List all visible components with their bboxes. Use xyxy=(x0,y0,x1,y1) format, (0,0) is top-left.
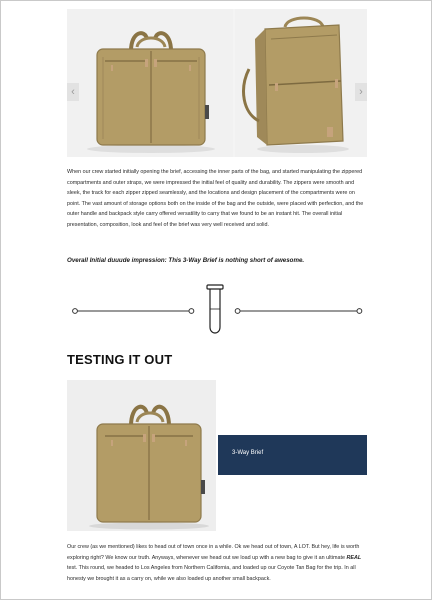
chevron-left-icon: ‹ xyxy=(71,86,75,98)
feature-label-box xyxy=(218,435,367,475)
feature-bag-image xyxy=(67,380,216,531)
emphasis-text: REAL xyxy=(346,554,362,561)
paragraph-text: test. This round, we headed to Los Angeles from Northern California, and loaded up our Coyote Tan Bag for the trip. In all honesty we brought it as a carry on, while we also loaded up another small backpack. xyxy=(67,565,356,582)
article-paragraph: When our crew started initially opening the brief, accessing the inner parts of the bag, and started manipulating the zippered compartments and outer straps, we were impressed the initial feel of quality and durability. The zippers were smooth and sleek, the track for each zipper zipped seamlessly, and the locations and design placement of the compartments were on point. The vast amount of storage options both on the inside of the bag and the outside, were placed with perfection, and the outer handle and backpack style carry offered versatility to carry that we found to be an instant hit. The overall initial presentation, composition, look and feel of the brief was very well received and solid. xyxy=(67,169,364,228)
product-gallery xyxy=(67,9,367,157)
article-paragraph xyxy=(67,542,367,584)
gallery-prev-button[interactable] xyxy=(67,83,79,101)
bag-angle-image xyxy=(235,9,367,157)
paragraph-text: Our crew (as we mentioned) likes to head out of town once in a while. Ok we head out of town, A LOT. But hey, life is worth exploring right? We know our truth. Anyways, whenever we head out we load up with a new bag to give it an ultimate xyxy=(67,544,360,561)
gallery-next-button[interactable] xyxy=(355,83,367,101)
section-divider xyxy=(67,283,367,339)
feature-label: 3-Way Brief xyxy=(232,450,264,456)
chevron-right-icon: › xyxy=(359,86,363,98)
impression-statement: Overall Initial duuude impression: This 3-Way Brief is nothing short of awesome. xyxy=(67,257,305,264)
bag-front-image xyxy=(67,9,233,157)
section-heading: TESTING IT OUT xyxy=(67,352,173,367)
